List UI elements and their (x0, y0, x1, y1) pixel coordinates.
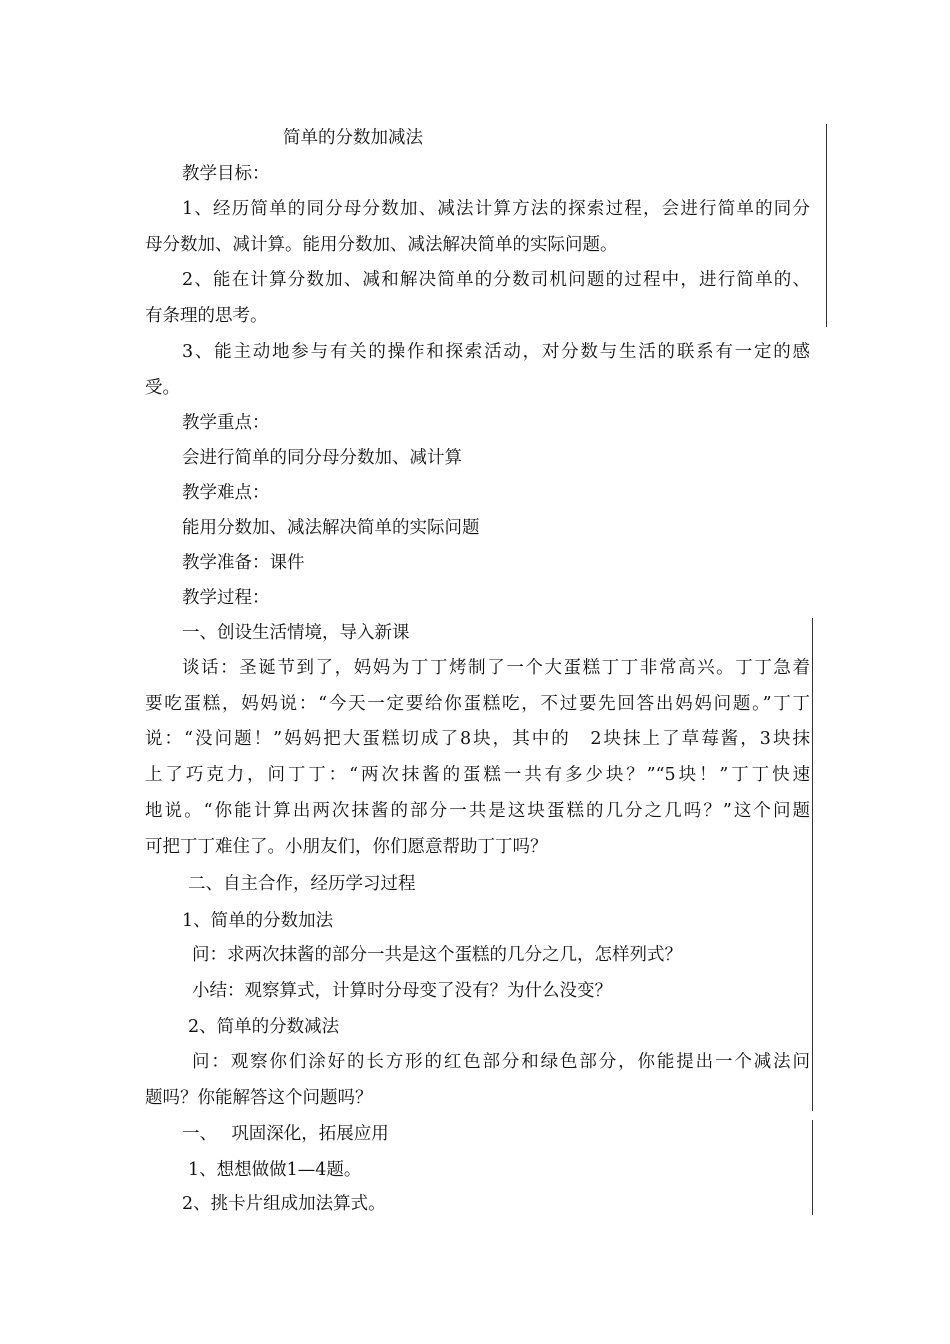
text-line: 2、能在计算分数加、减和解决简单的分数司机问题的过程中，进行简单的、 (182, 270, 810, 290)
text-line: 小结：观察算式，计算时分母变了没有？为什么没变？ (192, 981, 612, 1001)
margin-change-bar (826, 124, 827, 327)
text-line: 说：“没问题！”妈妈把大蛋糕切成了8块，其中的 2块抹上了草莓酱，3块抹 (145, 729, 810, 749)
text-line: 2、挑卡片组成加法算式。 (182, 1194, 386, 1214)
section-heading: 二、自主合作，经历学习过程 (188, 874, 416, 894)
text-line: 教学目标： (182, 164, 270, 184)
text-line: 要吃蛋糕，妈妈说：“今天一定要给你蛋糕吃，不过要先回答出妈妈问题。”丁丁 (145, 694, 810, 714)
text-line: 2、简单的分数减法 (188, 1017, 340, 1037)
text-line: 会进行简单的同分母分数加、减计算 (182, 448, 462, 468)
section-heading: 一、创设生活情境，导入新课 (182, 623, 410, 643)
text-line: 问：观察你们涂好的长方形的红色部分和绿色部分，你能提出一个减法问 (192, 1052, 810, 1072)
text-line: 谈话：圣诞节到了，妈妈为丁丁烤制了一个大蛋糕丁丁非常高兴。丁丁急着 (182, 658, 810, 678)
text-line: 题吗？你能解答这个问题吗？ (145, 1088, 373, 1108)
section-heading: 一、 巩固深化，拓展应用 (182, 1124, 389, 1144)
text-line: 上了巧克力，问丁丁：“两次抹酱的蛋糕一共有多少块？”“5块！”丁丁快速 (145, 765, 810, 785)
text-line: 教学难点： (182, 483, 270, 503)
text-line: 教学过程： (182, 588, 270, 608)
document-title: 简单的分数加减法 (283, 128, 423, 148)
text-line: 受。 (145, 378, 180, 398)
text-line: 可把丁丁难住了。小朋友们，你们愿意帮助丁丁吗？ (145, 837, 548, 857)
text-line: 1、经历简单的同分母分数加、减法计算方法的探索过程，会进行简单的同分 (182, 199, 810, 219)
text-line: 问：求两次抹酱的部分一共是这个蛋糕的几分之几，怎样列式？ (192, 945, 682, 965)
text-line: 教学重点： (182, 413, 270, 433)
text-line: 1、简单的分数加法 (182, 911, 334, 931)
text-line: 1、想想做做1—4题。 (188, 1160, 362, 1180)
text-line: 母分数加、减计算。能用分数加、减法解决简单的实际问题。 (145, 235, 618, 255)
text-line: 3、能主动地参与有关的操作和探索活动，对分数与生活的联系有一定的感 (182, 342, 810, 362)
text-line: 能用分数加、减法解决简单的实际问题 (182, 518, 480, 538)
margin-change-bar (812, 1120, 813, 1215)
text-line: 有条理的思考。 (145, 306, 268, 326)
margin-change-bar (812, 618, 813, 1111)
text-line: 教学准备：课件 (182, 553, 305, 573)
text-line: 地说。“你能计算出两次抹酱的部分一共是这块蛋糕的几分之几吗？”这个问题 (145, 801, 810, 821)
